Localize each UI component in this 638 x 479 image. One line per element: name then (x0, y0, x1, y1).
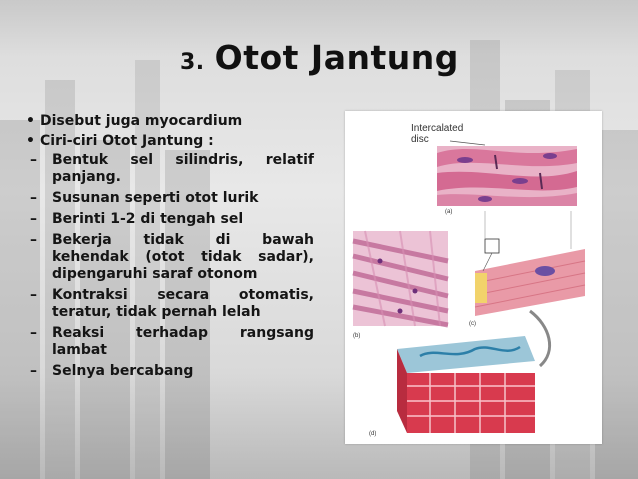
panel-b-label: (b) (353, 333, 361, 339)
sub-bullet-text: Susunan seperti otot lurik (52, 190, 259, 206)
sub-bullet-item (26, 211, 314, 228)
sub-bullet-text: Kontraksi secara otomatis, teratur, tidak pernah lelah (52, 287, 314, 320)
slide-number: 3. (180, 50, 205, 75)
intercalated-label-line1: Intercalated (411, 123, 464, 134)
sub-bullet-text: Bentuk sel silindris, relatif panjang. (52, 152, 314, 185)
cardiac-muscle-illustration (345, 111, 602, 444)
panel-d-block (397, 311, 550, 433)
sub-bullet-text: Bekerja tidak di bawah kehendak (otot tidak sadar), dipengaruhi saraf otonom (52, 232, 314, 282)
intercalated-label-line2: disc (411, 134, 429, 145)
panel-b-micrograph (353, 231, 448, 326)
sub-bullet-text: Berinti 1-2 di tengah sel (52, 211, 244, 227)
sub-bullet-item (26, 325, 314, 359)
dash-icon: – (30, 190, 37, 206)
bullet-text: Ciri-ciri Otot Jantung : (40, 133, 214, 149)
panel-c-label: (c) (469, 321, 476, 327)
slide-title-text: Otot Jantung (214, 38, 459, 77)
dash-icon: – (30, 152, 37, 168)
bullet-item (24, 132, 314, 380)
panel-a-fibres (437, 141, 577, 206)
panel-d-label: (d) (369, 431, 377, 437)
sub-bullet-list (26, 152, 314, 380)
sub-bullet-item (26, 287, 314, 321)
bullet-list (24, 112, 314, 384)
panel-c-fibre (475, 239, 585, 316)
bullet-text: Disebut juga myocardium (40, 113, 243, 129)
bullet-item (24, 112, 314, 130)
dash-icon: – (30, 325, 37, 341)
dash-icon: – (30, 232, 37, 248)
sub-bullet-item (26, 152, 314, 186)
slide-title (180, 38, 480, 77)
bullet-dot-icon: • (26, 133, 35, 149)
dash-icon: – (30, 211, 37, 227)
panel-a-label: (a) (445, 209, 453, 215)
dash-icon: – (30, 363, 37, 379)
sub-bullet-item (26, 232, 314, 283)
sub-bullet-item (26, 190, 314, 207)
cardiac-muscle-figure (345, 111, 602, 444)
bullet-dot-icon: • (26, 113, 35, 129)
sub-bullet-text: Reaksi terhadap rangsang lambat (52, 325, 314, 358)
sub-bullet-item (26, 363, 314, 380)
intercalated-disc-label (411, 123, 463, 145)
dash-icon: – (30, 287, 37, 303)
sub-bullet-text: Selnya bercabang (52, 363, 194, 379)
